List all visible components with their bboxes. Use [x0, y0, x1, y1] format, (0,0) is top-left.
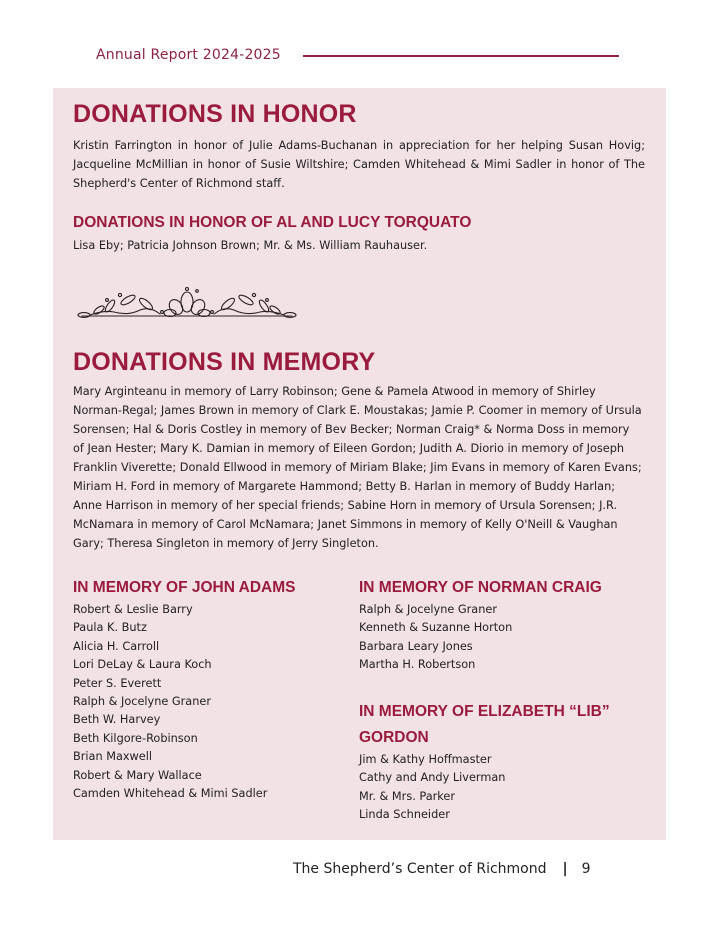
donations-in-honor-text: Kristin Farrington in honor of Julie Adams-Buchanan in appreciation for her helping Susan Hovig; Jacqueline McMillian in honor of Susie Wiltshire; Camden Whitehead & Mimi Sadler in honor of The Shepherd's Center of Richmond staff.: [73, 139, 645, 190]
list-item: Mr. & Mrs. Parker: [359, 789, 456, 803]
list-item: Robert & Leslie Barry: [73, 603, 193, 616]
norman-craig-donor-list: [359, 601, 512, 675]
donations-in-memory-heading: DONATIONS IN MEMORY: [73, 348, 376, 376]
torquato-heading: DONATIONS IN HONOR OF AL AND LUCY TORQUATO: [73, 214, 472, 231]
page-number: 9: [581, 861, 591, 877]
torquato-text: Lisa Eby; Patricia Johnson Brown; Mr. & Ms. William Rauhauser.: [73, 239, 428, 252]
donations-in-honor-heading: DONATIONS IN HONOR: [73, 100, 357, 128]
list-item: Ralph & Jocelyne Graner: [73, 694, 211, 708]
lib-gordon-donor-list: [359, 751, 505, 825]
report-title: Annual Report 2024-2025: [96, 47, 281, 63]
john-adams-donor-list: [73, 601, 267, 803]
norman-craig-heading: IN MEMORY OF NORMAN CRAIG: [359, 579, 602, 596]
john-adams-heading: IN MEMORY OF JOHN ADAMS: [73, 579, 296, 596]
list-item: Ralph & Jocelyne Graner: [359, 603, 497, 616]
list-item: Peter S. Everett: [73, 676, 162, 690]
list-item: Alicia H. Carroll: [73, 639, 160, 653]
report-header: [96, 47, 281, 63]
floral-divider-icon: [74, 286, 300, 322]
list-item: Kenneth & Suzanne Horton: [359, 621, 513, 635]
list-item: Camden Whitehead & Mimi Sadler: [73, 786, 268, 800]
lib-gordon-heading-line1: IN MEMORY OF ELIZABETH “LIB”: [359, 703, 610, 720]
list-item: Jim & Kathy Hoffmaster: [359, 753, 492, 766]
list-item: Barbara Leary Jones: [359, 639, 473, 653]
list-item: Linda Schneider: [359, 808, 450, 822]
lib-gordon-heading-line2: GORDON: [359, 729, 429, 746]
list-item: Beth W. Harvey: [73, 713, 161, 727]
list-item: Lori DeLay & Laura Koch: [73, 658, 212, 672]
list-item: Paula K. Butz: [73, 621, 147, 635]
donations-in-memory-text: Mary Arginteanu in memory of Larry Robinson; Gene & Pamela Atwood in memory of Shirley Norman-Regal; James Brown in memory of Clark E. Moustakas; Jamie P. Coomer in memory of Ursula Sorensen; Hal & Doris Costley in memory of Bev Becker; Norman Craig* & Norma Doss in memory of Jean Hester; Mary K. Damian in memory of Eileen Gordon; Judith A. Diorio in memory of Joseph Franklin Viverette; Donald Ellwood in memory of Miriam Blake; Jim Evans in memory of Karen Evans; Miriam H. Ford in memory of Margarete Hammond; Betty B. Harlan in memory of Buddy Harlan; Anne Harrison in memory of her special friends; Sabine Horn in memory of Ursula Sorensen; J.R. McNamara in memory of Carol McNamara; Janet Simmons in memory of Kelly O'Neill & Vaughan Gary; Theresa Singleton in memory of Jerry Singleton.: [73, 385, 642, 550]
list-item: Cathy and Andy Liverman: [359, 771, 506, 785]
list-item: Brian Maxwell: [73, 750, 153, 764]
footer-org-name: The Shepherd’s Center of Richmond: [293, 861, 547, 877]
list-item: Robert & Mary Wallace: [73, 768, 202, 782]
list-item: Beth Kilgore-Robinson: [73, 731, 198, 745]
list-item: Martha H. Robertson: [359, 658, 476, 672]
page-footer: [293, 861, 591, 877]
footer-separator: |: [562, 861, 568, 877]
header-rule: [303, 55, 619, 57]
